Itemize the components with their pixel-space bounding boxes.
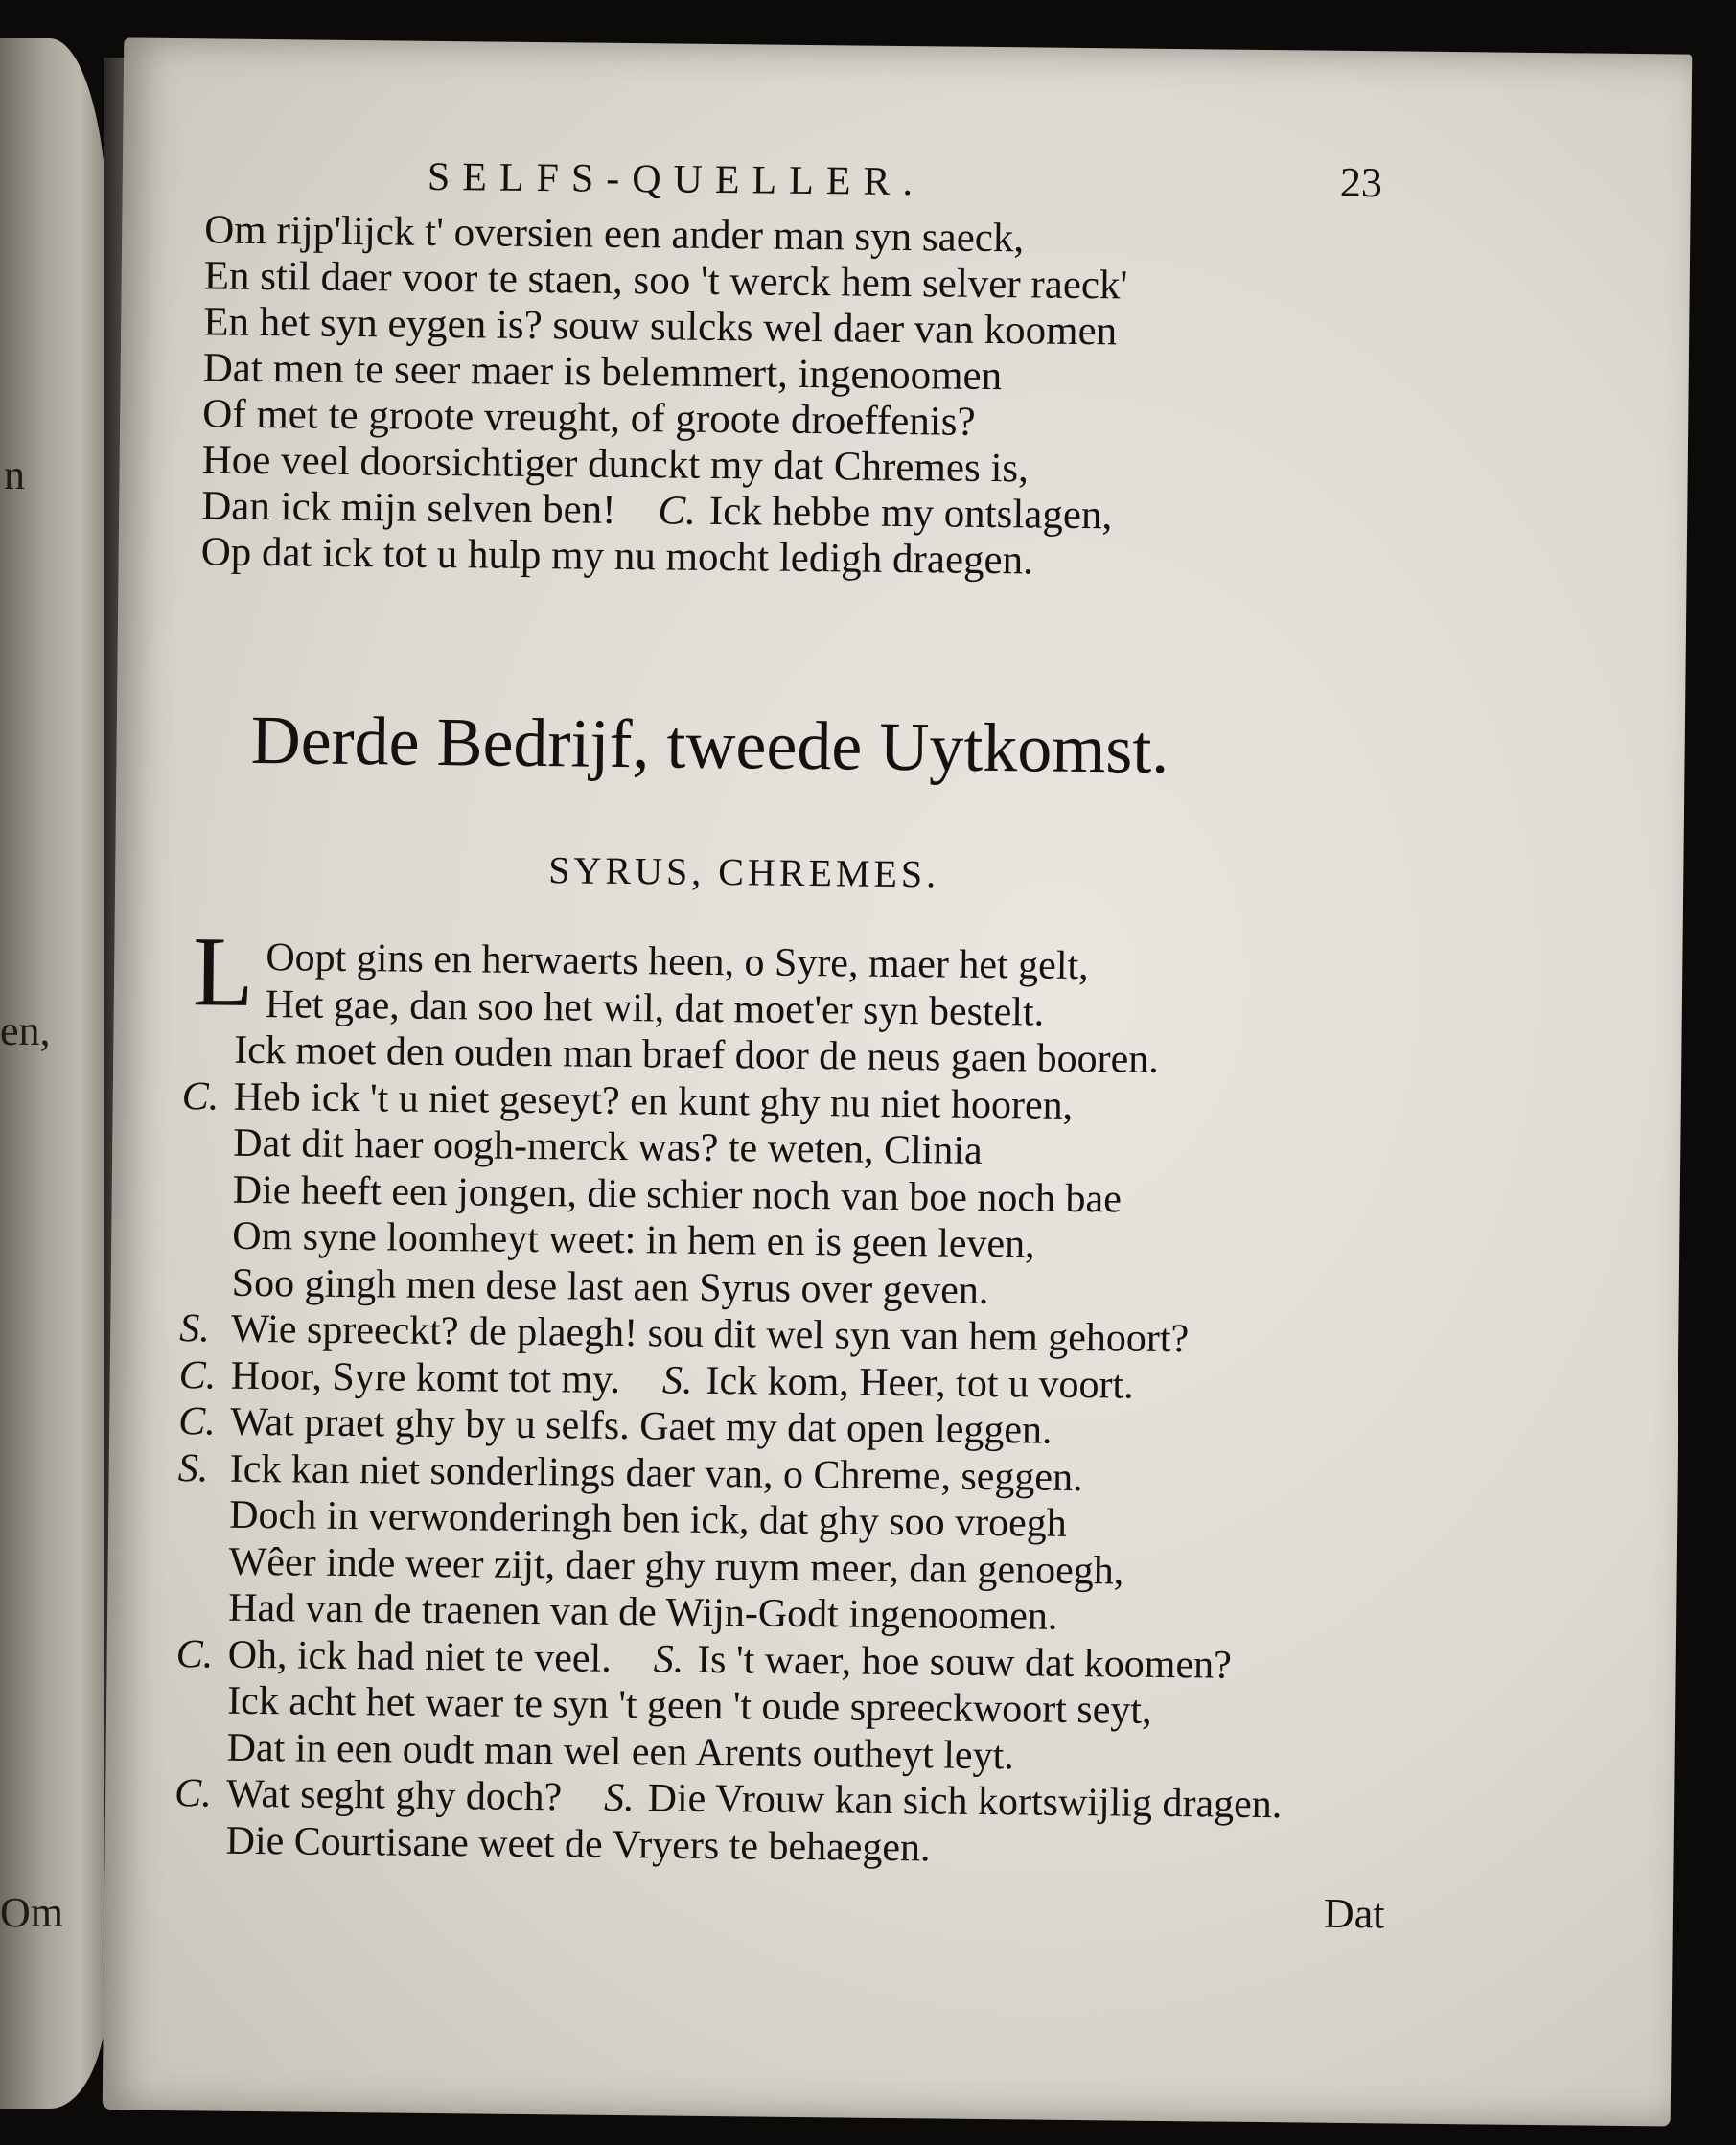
speaker-marker (177, 1527, 229, 1528)
speaker-marker (180, 1295, 232, 1296)
speaker-marker: C. (178, 1399, 217, 1444)
line-text: Dat men te seer maer is belemmert, ingenoomen (202, 345, 1003, 400)
speaker-marker (174, 1853, 226, 1854)
speaker-marker (181, 1155, 233, 1156)
speaker-marker: S. (661, 1357, 693, 1403)
line-text: Had van de traenen van de Wijn-Godt ingenoomen. (227, 1585, 1058, 1639)
speaker-marker (214, 970, 266, 971)
line-text: Dat in een oudt man wel een Arents outheyt leyt. (226, 1725, 1015, 1778)
speaker-marker (177, 1574, 229, 1575)
speaker-marker: S. (653, 1636, 684, 1682)
facing-page-edge (0, 38, 107, 2109)
line-text: Soo gingh men dese last aen Syrus over geven. (231, 1260, 989, 1313)
speaker-marker (175, 1713, 227, 1714)
dialogue-block (174, 934, 1659, 1879)
line-text: Oopt gins en herwaerts heen, o Syre, maer het gelt, (266, 935, 1089, 989)
speaker-marker (182, 1062, 234, 1063)
catchword: Dat (1323, 1889, 1385, 1938)
line-text: Ick kan niet sonderlings daer van, o Chreme, seggen. (229, 1446, 1083, 1500)
speaker-marker (181, 1202, 233, 1203)
line-text: Die Vrouw kan sich kortswijlig dragen. (647, 1776, 1283, 1828)
line-text: Heb ick 't u niet geseyt? en kunt ghy nu niet hooren, (233, 1074, 1074, 1128)
book-page (103, 37, 1693, 2126)
speaker-marker (180, 1248, 232, 1249)
facing-page-fragment: n (4, 451, 25, 498)
speaker-marker: C. (175, 1631, 214, 1677)
line-text: Wat praet ghy by u selfs. Gaet my dat open leggen. (230, 1399, 1053, 1453)
line-text: Wat seght ghy doch? (225, 1771, 563, 1820)
line-text: Om rijp'lijck t' oversien een ander man syn saeck, (204, 207, 1025, 262)
speaker-marker: S. (603, 1775, 635, 1821)
line-text: Om syne loomheyt weet: in hem en is geen leven, (232, 1213, 1035, 1267)
line-text: Ick hebbe my ontslagen, (708, 488, 1113, 539)
speaker-marker: C. (174, 1771, 212, 1816)
line-text: Hoe veel doorsichtiger dunckt my dat Chremes is, (201, 437, 1030, 492)
speaker-marker: C. (181, 1073, 220, 1119)
speaker-marker: S. (179, 1306, 211, 1351)
running-head: SELFS-QUELLER. (427, 154, 926, 205)
line-text: Wie spreeckt? de plaegh! sou dit wel syn van hem gehoort? (231, 1306, 1190, 1362)
line-text: Is 't waer, hoe souw dat koomen? (696, 1637, 1233, 1688)
dramatis-personae: SYRUS, CHREMES. (548, 848, 940, 896)
verse-block-top (200, 207, 1642, 590)
speaker-marker (214, 1016, 266, 1017)
line-text: Die heeft een jongen, die schier noch van boe noch bae (232, 1167, 1123, 1221)
line-text: Of met te groote vreught, of groote droeffenis? (202, 391, 976, 445)
line-text: Ick acht het waer te syn 't geen 't oude spreeckwoort seyt, (226, 1678, 1152, 1733)
facing-page-fragment: en, (0, 1007, 51, 1054)
drop-capital: L (192, 916, 255, 1027)
speaker-marker (175, 1760, 227, 1761)
line-text: Hoor, Syre komt tot my. (230, 1353, 621, 1402)
line-text: Die Courtisane weet de Vryers te behaegen. (225, 1818, 931, 1870)
speaker-marker: C. (178, 1352, 217, 1398)
line-text: Op dat ick tot u hulp my nu mocht ledigh draegen. (200, 529, 1034, 584)
facing-page-fragment: Om (0, 1889, 63, 1936)
act-heading: Derde Bedrijf, tweede Uytkomst. (250, 701, 1169, 788)
speaker-marker: S. (177, 1445, 209, 1490)
page-number: 23 (1339, 158, 1383, 207)
line-text: Dat dit haer oogh-merck was? te weten, Clinia (233, 1120, 983, 1173)
line-text: Doch in verwonderingh ben ick, dat ghy soo vroegh (228, 1492, 1068, 1546)
line-text: En het syn eygen is? souw sulcks wel daer van koomen (203, 299, 1118, 355)
line-text: Dan ick mijn selven ben! (201, 483, 616, 533)
speaker-marker: C. (658, 488, 697, 534)
speaker-marker (176, 1620, 228, 1621)
line-text: Wêer inde weer zijt, daer ghy ruym meer, dan genoegh, (228, 1539, 1124, 1594)
line-text: En stil daer voor te staen, soo 't werck hem selver raeck' (203, 253, 1128, 309)
line-text: Ick moet den ouden man braef door de neus gaen booren. (234, 1027, 1159, 1082)
line-text: Ick kom, Heer, tot u voort. (706, 1358, 1134, 1408)
line-text: Het gae, dan soo het wil, dat moet'er syn bestelt. (265, 981, 1045, 1035)
line-text: Oh, ick had niet te veel. (227, 1632, 612, 1681)
